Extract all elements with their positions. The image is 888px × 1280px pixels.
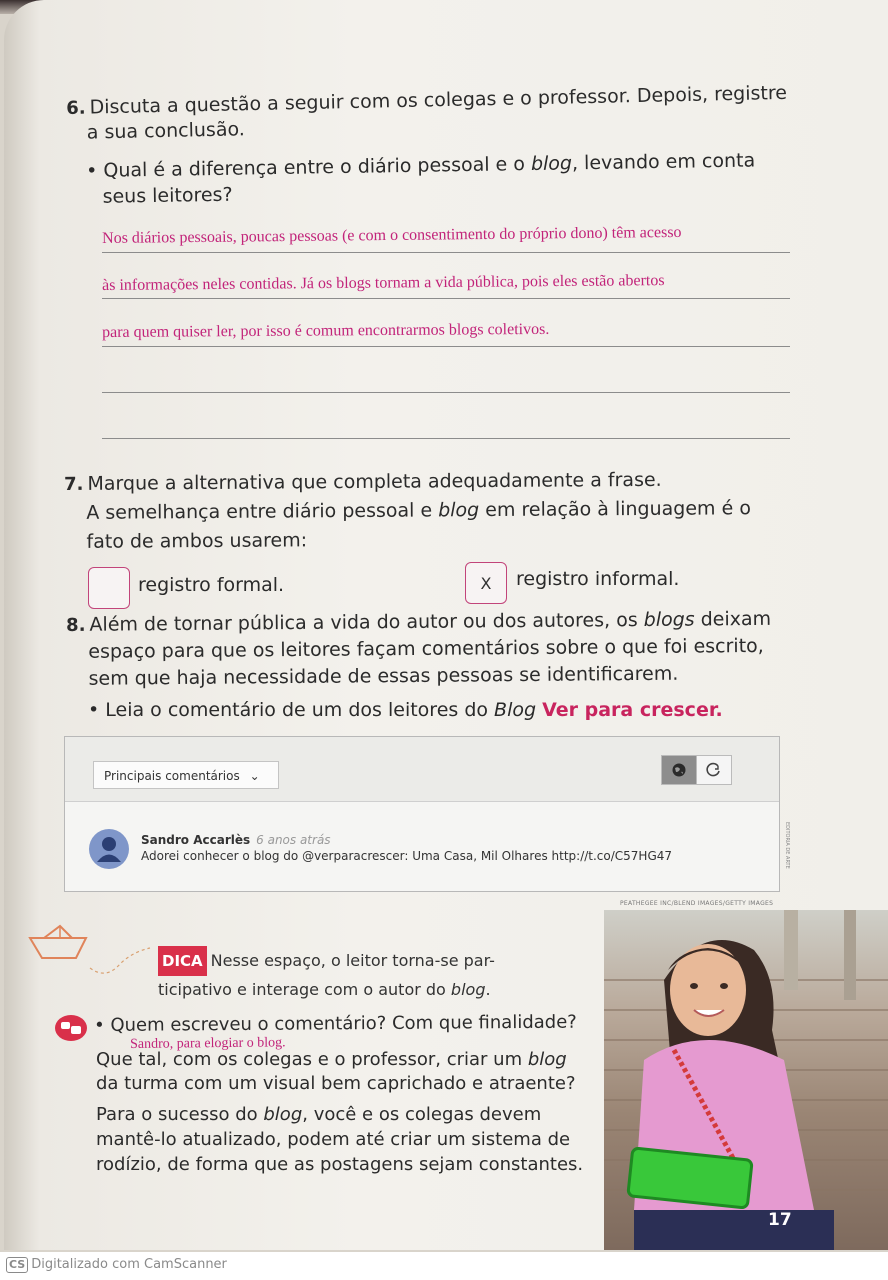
question-number: 6. <box>66 97 86 119</box>
oral-paragraph-2: Para o sucesso do blog, você e os colegas devem mantê-lo atualizado, podem até criar um sistema de rodízio, de forma que as postagens sejam constantes. <box>96 1104 584 1175</box>
oral-question: • Quem escreveu o comentário? Com que finalidade? <box>94 1011 577 1036</box>
page-number: 17 <box>768 1210 792 1230</box>
oral-paragraph-1: Que tal, com os colegas e o professor, criar um blog da turma com um visual bem caprichado e atraente? <box>96 1049 576 1094</box>
answer-line-2: às informações neles contidas. Já os blogs tornam a vida pública, pois eles estão abertos <box>102 272 665 294</box>
answer-rule-empty <box>102 438 790 439</box>
answer-rule <box>102 346 790 347</box>
avatar <box>89 829 129 869</box>
question-7: 7. Marque a alternativa que completa adequadamente a frase. A semelhança entre diário pessoal e blog em relação à linguagem é o fato de ambos usarem: <box>64 468 751 553</box>
checkbox-formal[interactable] <box>88 567 130 609</box>
photo-girl-with-tablet <box>604 910 888 1250</box>
comment-text: Adorei conhecer o blog do @verparacrescer: Uma Casa, Mil Olhares http://t.co/C57HG47 <box>141 849 673 863</box>
answer-rule <box>102 252 790 253</box>
oral-answer: Sandro, para elogiar o blog. <box>130 1035 286 1052</box>
checkbox-informal[interactable]: X <box>465 562 507 604</box>
comment-header <box>65 737 779 802</box>
answer-line-3: para quem quiser ler, por isso é comum encontrarmos blogs coletivos. <box>102 320 550 341</box>
scanner-footer: CS Digitalizado com CamScanner <box>0 1252 888 1280</box>
dica-box: DICA Nesse espaço, o leitor torna-se par- ticipativo e interage com o autor do blog. <box>158 946 495 1004</box>
option-formal-label: registro formal. <box>138 574 285 596</box>
question-text-line2: a sua conclusão. <box>86 118 246 144</box>
refresh-icon <box>705 761 723 779</box>
refresh-button[interactable] <box>696 755 732 785</box>
sort-dropdown[interactable]: Principais comentários ⌄ <box>93 761 279 789</box>
question-6-bullet: • Qual é a diferença entre o diário pessoal e o blog, levando em conta seus leitores? <box>86 149 756 208</box>
question-8: 8. Além de tornar pública a vida do autor ou dos autores, os blogs deixam espaço para que os leitores façam comentários sobre o que foi escrito, sem que haja necessidade de essas pessoas se identificarem. <box>66 607 772 690</box>
comment-author[interactable]: Sandro Accarlès 6 anos atrás <box>141 833 331 847</box>
paper-boat-icon <box>28 924 158 984</box>
answer-line-1: Nos diários pessoais, poucas pessoas (e com o consentimento do próprio dono) têm acesso <box>102 223 682 247</box>
chevron-down-icon: ⌄ <box>249 769 260 783</box>
photo-illustration <box>604 910 888 1250</box>
answer-rule <box>102 298 790 299</box>
blog-name-link[interactable]: Ver para crescer. <box>542 699 723 721</box>
side-credit: EDITORIA DE ARTE <box>784 822 790 869</box>
question-8-bullet: • Leia o comentário de um dos leitores do Blog Ver para crescer. <box>88 699 723 721</box>
oral-activity-icon <box>54 1014 88 1042</box>
photo-credit: PEATHEGEE INC/BLEND IMAGES/GETTY IMAGES <box>620 900 774 907</box>
comment-time: 6 anos atrás <box>256 833 331 847</box>
dica-tag: DICA <box>158 946 207 976</box>
answer-rule-empty <box>102 392 790 393</box>
globe-icon <box>671 762 687 778</box>
comment-widget <box>64 736 780 892</box>
camscanner-logo: CS <box>6 1257 28 1273</box>
globe-button[interactable] <box>661 755 697 785</box>
user-icon <box>89 829 129 869</box>
question-text: Discuta a questão a seguir com os colegas e o professor. Depois, registre <box>89 81 788 119</box>
option-informal-label: registro informal. <box>516 568 680 590</box>
